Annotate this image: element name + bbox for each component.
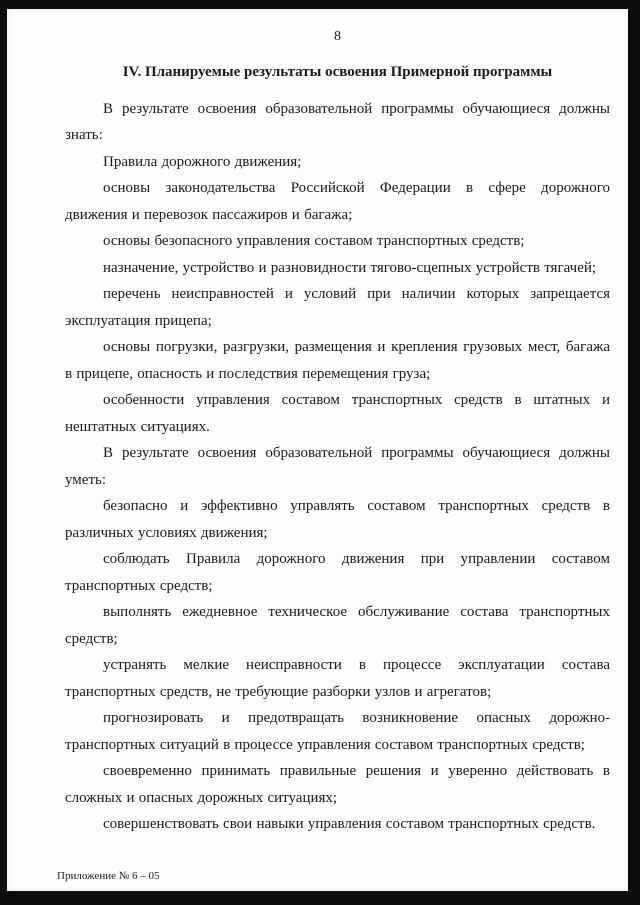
paragraph: соблюдать Правила дорожного движения при управлении составом транспортных средств; bbox=[65, 551, 610, 594]
paragraph: В результате освоения образовательной программы обучающиеся должны уметь: bbox=[65, 445, 610, 488]
paragraph: назначение, устройство и разновидности тягово-сцепных устройств тягачей; bbox=[103, 259, 597, 276]
footer-note: Приложение № 6 – 05 bbox=[57, 870, 160, 882]
document-heading: IV. Планируемые результаты освоения Примерной программы bbox=[122, 64, 553, 80]
paragraph: прогнозировать и предотвращать возникновение опасных дорожно-транспортных ситуаций в процессе управления составом транспортных средств; bbox=[65, 710, 610, 753]
document-page bbox=[7, 9, 628, 891]
paragraph: Правила дорожного движения; bbox=[103, 153, 302, 170]
paragraph: В результате освоения образовательной программы обучающиеся должны знать: bbox=[65, 100, 610, 143]
paragraph: своевременно принимать правильные решения и уверенно действовать в сложных и опасных дорожных ситуациях; bbox=[65, 763, 610, 806]
paragraph: перечень неисправностей и условий при наличии которых запрещается эксплуатация прицепа; bbox=[65, 286, 610, 329]
paragraph: основы погрузки, разгрузки, размещения и крепления грузовых мест, багажа в прицепе, опасность и последствия перемещения груза; bbox=[65, 339, 610, 382]
paragraph: основы законодательства Российской Федерации в сфере дорожного движения и перевозок пассажиров и багажа; bbox=[65, 180, 610, 223]
paragraph: устранять мелкие неисправности в процессе эксплуатации состава транспортных средств, не требующие разборки узлов и агрегатов; bbox=[65, 657, 610, 700]
document-content bbox=[7, 9, 628, 838]
paragraph: выполнять ежедневное техническое обслуживание состава транспортных средств; bbox=[65, 604, 610, 647]
paragraph: особенности управления составом транспортных средств в штатных и нештатных ситуациях. bbox=[65, 392, 610, 435]
paragraph: совершенствовать свои навыки управления составом транспортных средств. bbox=[103, 816, 596, 832]
paragraph: основы безопасного управления составом транспортных средств; bbox=[103, 233, 525, 249]
paragraph: безопасно и эффективно управлять составом транспортных средств в различных условиях движения; bbox=[65, 498, 610, 541]
page-number: 8 bbox=[334, 29, 341, 44]
